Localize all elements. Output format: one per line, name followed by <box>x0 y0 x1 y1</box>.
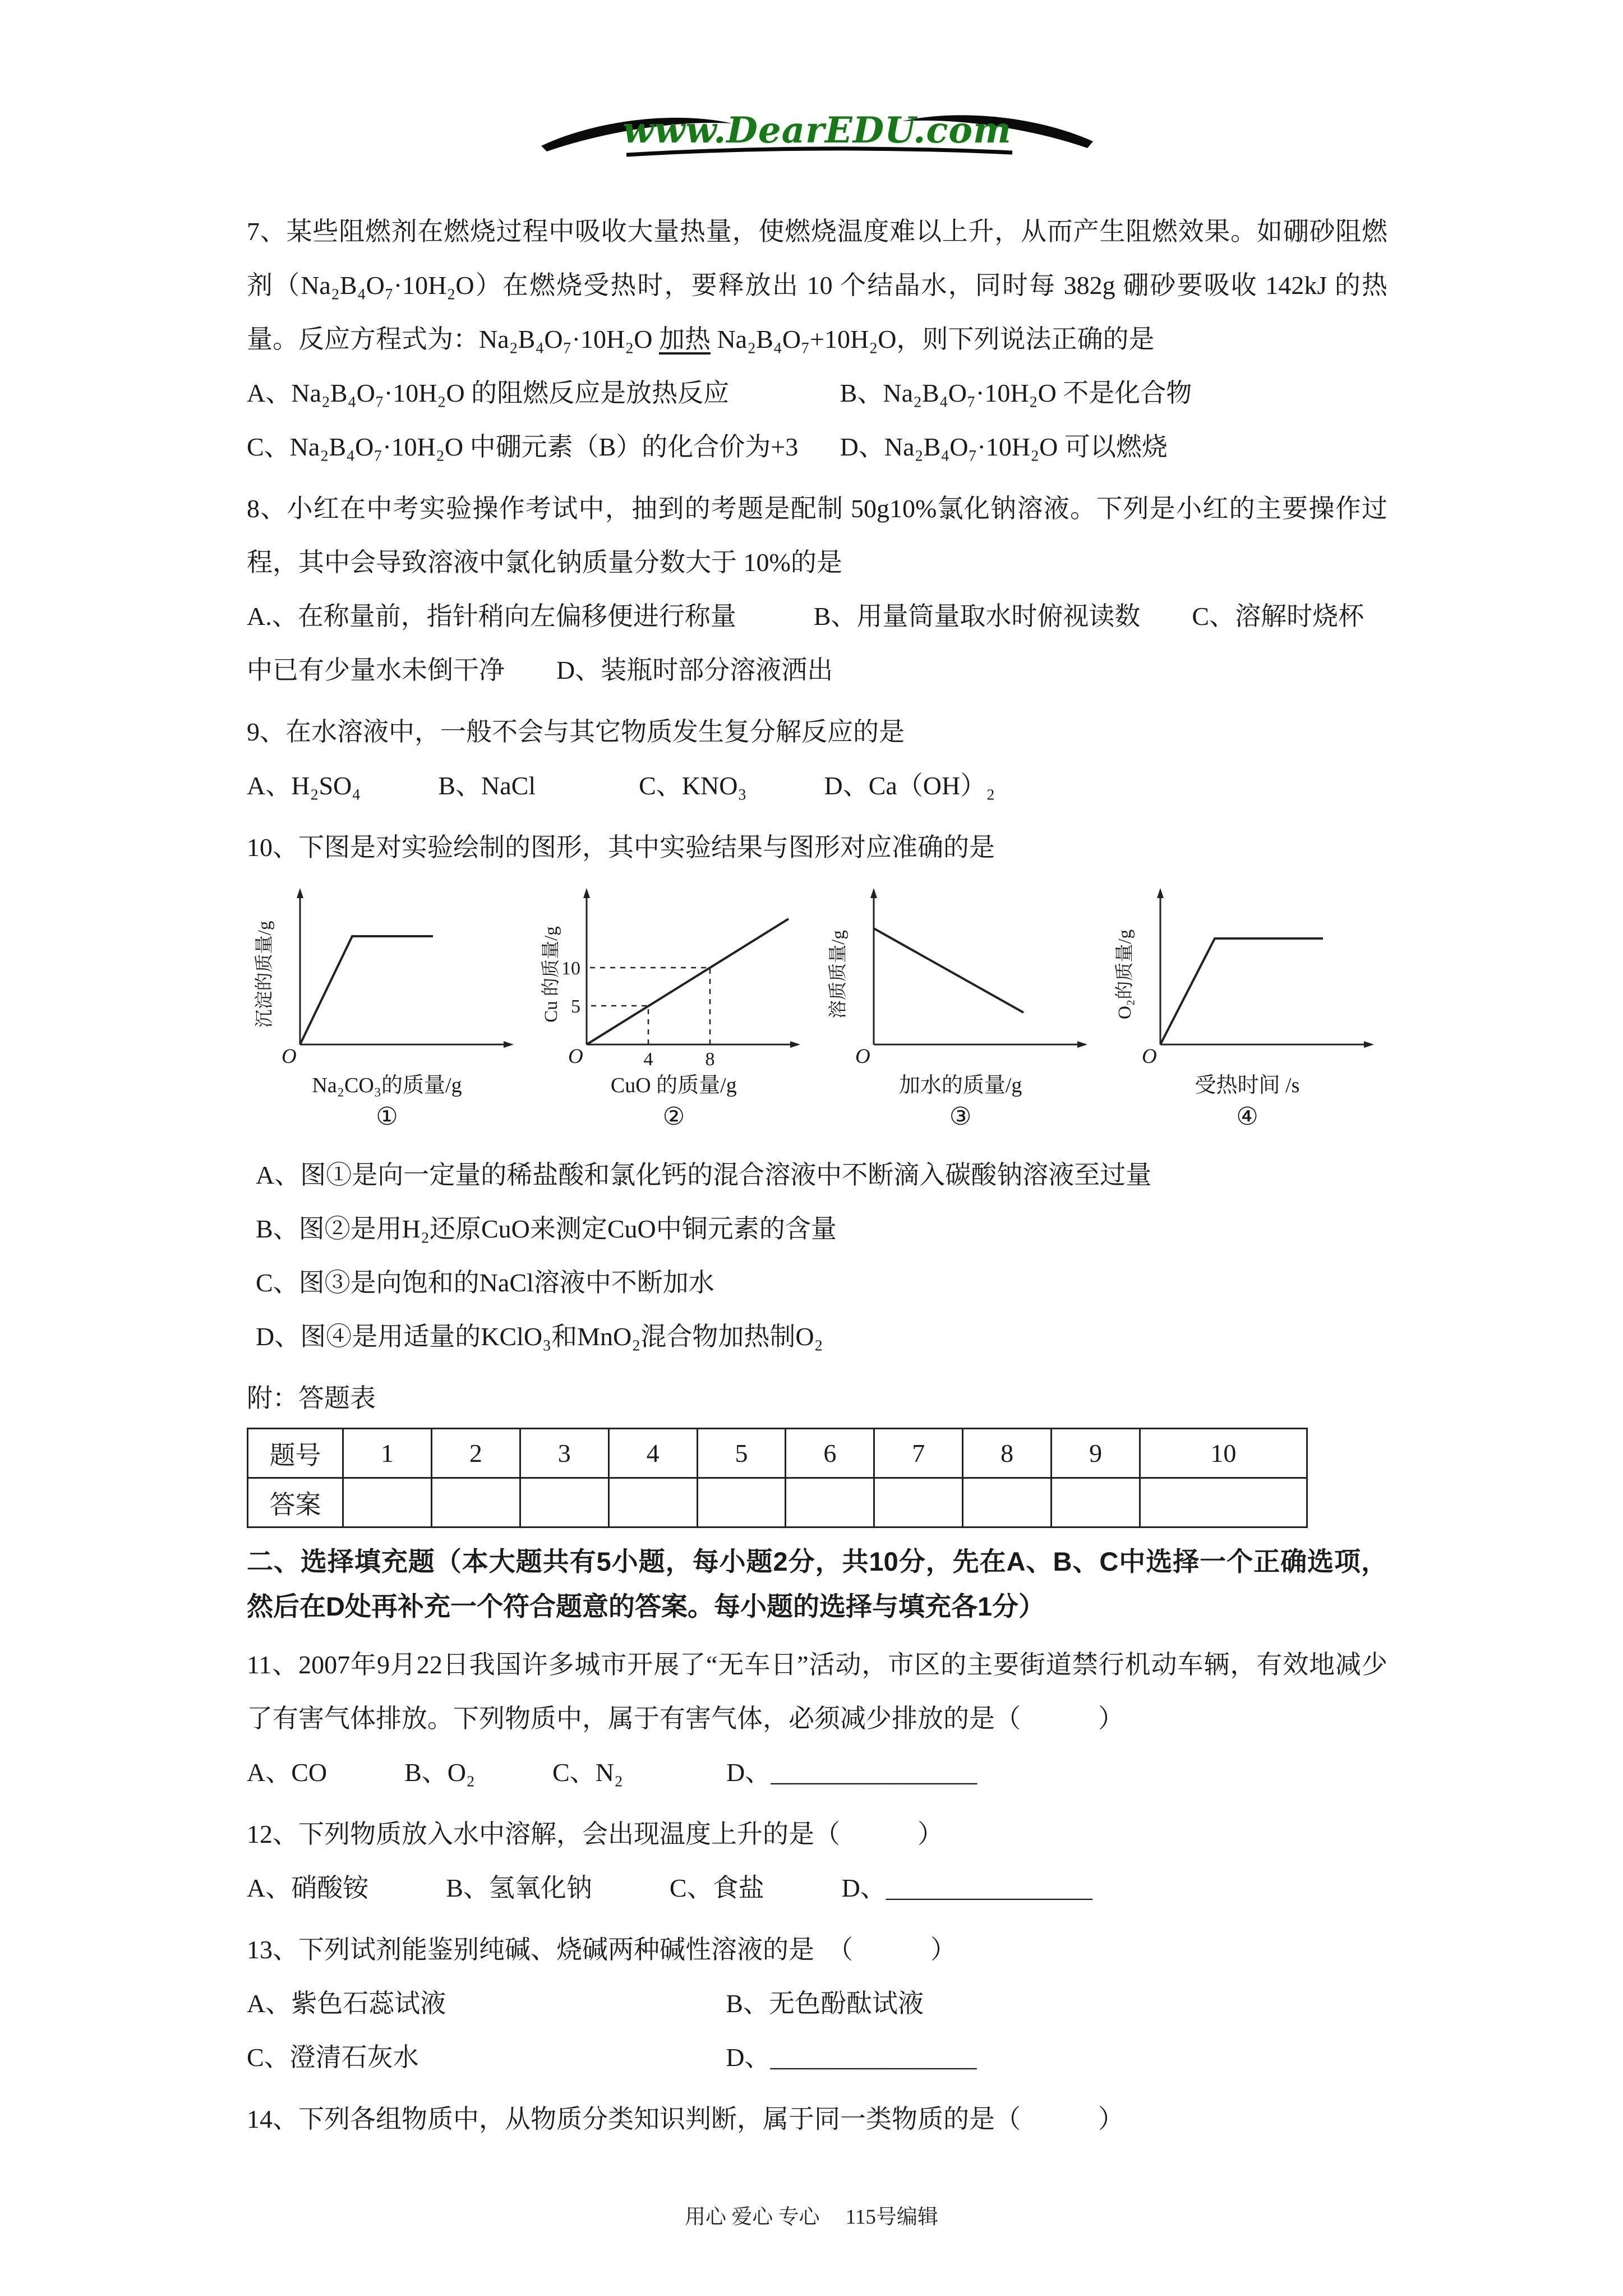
graph-2-curve <box>587 919 789 1045</box>
q7-options-row-1 <box>247 366 1387 420</box>
graph-4-y-arrow-icon <box>1157 888 1164 898</box>
graph-4-plot <box>1107 885 1387 1070</box>
number-cell-5: 5 <box>697 1429 786 1478</box>
graph-4-y-axis-label: O₂的质量/g <box>1114 929 1135 1020</box>
number-cell-8: 8 <box>963 1429 1052 1478</box>
q7-option-b: B、Na₂B₄O₇·10H₂O 不是化合物 <box>840 379 1192 407</box>
graph-3-y-arrow-icon <box>870 888 877 898</box>
answer-cell-4 <box>608 1478 697 1527</box>
q7-body-2: Na₂B₄O₇+10H₂O，则下列说法正确的是 <box>710 325 1155 353</box>
graph-1-number: ① <box>376 1103 398 1130</box>
graph-3-number: ③ <box>949 1103 972 1130</box>
q10-option-d: D、图④是用适量的KClO₃和MnO₂混合物加热制O₂ <box>256 1322 823 1351</box>
q13-option-c: C、澄清石灰水 <box>247 2043 419 2072</box>
graph-4-curve <box>1160 938 1323 1045</box>
question-8-text: 8、小红在中考实验操作考试中，抽到的考题是配制 50g10%氯化钠溶液。下列是小红的主要操作过程，其中会导致溶液中氯化钠质量分数大于 10%的是 <box>247 494 1387 577</box>
question-11 <box>247 1638 1387 1800</box>
graph-1-plot <box>247 885 527 1070</box>
question-11-options: A、CO B、O₂ C、N₂ D、________________ <box>247 1758 978 1787</box>
page-footer: 用心 爱心 专心 115号编辑 <box>685 2206 938 2229</box>
number-cell-7: 7 <box>874 1429 963 1478</box>
section-2-heading: 二、选择填充题（本大题共有5小题，每小题2分，共10分，先在A、B、C中选择一个正确选项，然后在D处再补充一个符合题意的答案。每小题的选择与填充各1分） <box>247 1547 1387 1621</box>
question-7-text <box>247 205 1387 366</box>
q10-option-c: C、图③是向饱和的NaCl溶液中不断加水 <box>256 1268 714 1297</box>
question-13-text: 13、下列试剂能鉴别纯碱、烧碱两种碱性溶液的是 （ ） <box>247 1935 956 1964</box>
question-11-text: 11、2007年9月22日我国许多城市开展了“无车日”活动，市区的主要街道禁行机动车辆，有效地减少了有害气体排放。下列物质中，属于有害气体，必须减少排放的是（ ） <box>247 1650 1387 1733</box>
answer-table-answer-row <box>248 1478 1307 1527</box>
q13-options-row-1 <box>247 1977 1387 2031</box>
answer-cell-2 <box>431 1478 520 1527</box>
graph-1-origin-label: O <box>282 1045 297 1068</box>
graph-2-ytick-10: 10 <box>561 958 581 979</box>
answer-cell-3 <box>520 1478 608 1527</box>
question-10-text: 10、下图是对实验绘制的图形，其中实验结果与图形对应准确的是 <box>247 833 995 862</box>
q13-option-b: B、无色酚酞试液 <box>726 1989 924 2018</box>
logo-text: www.DearEDU.com <box>623 109 1012 151</box>
graph-3-origin-label: O <box>855 1045 870 1068</box>
answer-cell-8 <box>963 1478 1052 1527</box>
graph-2-origin-label: O <box>568 1045 584 1068</box>
graph-2 <box>533 885 814 1134</box>
question-12-options: A、硝酸铵 B、氢氧化钠 C、食盐 D、________________ <box>247 1874 1092 1902</box>
answer-table-number-header: 题号 <box>248 1429 343 1478</box>
question-7 <box>247 205 1387 474</box>
q13-options-row-2 <box>247 2031 1387 2085</box>
dearedu-logo <box>247 101 1387 169</box>
number-cell-1: 1 <box>343 1429 432 1478</box>
graph-2-x-arrow-icon <box>790 1041 800 1048</box>
number-cell-9: 9 <box>1052 1429 1140 1478</box>
answer-cell-7 <box>874 1478 963 1527</box>
number-cell-6: 6 <box>786 1429 874 1478</box>
answer-cell-6 <box>786 1478 874 1527</box>
q7-option-d: D、Na₂B₄O₇·10H₂O 可以燃烧 <box>840 432 1168 461</box>
graph-2-ytick-5: 5 <box>571 996 581 1017</box>
graph-3-curve <box>874 928 1023 1013</box>
answer-table-answer-header: 答案 <box>248 1478 343 1527</box>
answer-cell-1 <box>343 1478 432 1527</box>
graph-2-number: ② <box>662 1103 685 1130</box>
question-12-text: 12、下列物质放入水中溶解，会出现温度上升的是（ ） <box>247 1820 943 1848</box>
graph-2-xtick-4: 4 <box>643 1049 653 1070</box>
graph-4-origin-label: O <box>1141 1045 1157 1068</box>
question-14-text: 14、下列各组物质中，从物质分类知识判断，属于同一类物质的是（ ） <box>247 2105 1124 2133</box>
answer-cell-10 <box>1140 1478 1307 1527</box>
q13-option-a: A、紫色石蕊试液 <box>247 1989 446 2018</box>
answer-table-number-row <box>248 1429 1307 1478</box>
graph-3-x-axis-label: 加水的质量/g <box>898 1074 1022 1097</box>
graph-2-x-axis-label: CuO 的质量/g <box>610 1074 737 1097</box>
number-cell-3: 3 <box>520 1429 608 1478</box>
graph-1 <box>247 885 527 1134</box>
q7-body-1: 7、某些阻燃剂在燃烧过程中吸收大量热量，使燃烧温度难以上升，从而产生阻燃效果。如硼砂阻燃剂（Na₂B₄O₇·10H₂O）在燃烧受热时，要释放出 10 个结晶水，同时每 382g 硼砂要吸收 142kJ 的热量。反应方程式为：Na₂B₄O₇·10H₂O <box>247 217 1387 353</box>
q7-option-c: C、Na₂B₄O₇·10H₂O 中硼元素（B）的化合价为+3 <box>247 432 799 461</box>
graph-1-y-axis-label: 沉淀的质量/g <box>255 921 275 1028</box>
number-cell-4: 4 <box>608 1429 697 1478</box>
question-12 <box>247 1807 1387 1915</box>
question-9-text: 9、在水溶液中，一般不会与其它物质发生复分解反应的是 <box>247 717 905 746</box>
question-10-graphs <box>247 885 1387 1134</box>
q10-option-b: B、图②是用H₂还原CuO来测定CuO中铜元素的含量 <box>256 1214 837 1243</box>
graph-4-x-arrow-icon <box>1364 1041 1374 1048</box>
graph-4-x-axis-label: 受热时间 /s <box>1195 1074 1300 1097</box>
question-9-options: A、H₂SO₄ B、NaCl C、KNO₃ D、Ca（OH）₂ <box>247 771 995 800</box>
answer-table <box>247 1428 1308 1528</box>
graph-3-plot <box>820 885 1101 1070</box>
q7-options-row-2 <box>247 420 1387 474</box>
graph-3 <box>820 885 1101 1134</box>
graph-3-x-arrow-icon <box>1077 1041 1087 1048</box>
q13-option-d: D、________________ <box>726 2043 977 2072</box>
graph-3-y-axis-label: 溶质质量/g <box>828 930 849 1019</box>
graph-1-x-axis-label: Na₂CO₃的质量/g <box>312 1074 462 1097</box>
question-13 <box>247 1923 1387 2085</box>
graph-2-xtick-8: 8 <box>705 1049 715 1070</box>
question-9 <box>247 705 1387 813</box>
question-14 <box>247 2092 1387 2146</box>
question-8 <box>247 482 1387 697</box>
q10-option-a: A、图①是向一定量的稀盐酸和氯化钙的混合溶液中不断滴入碳酸钠溶液至过量 <box>256 1161 1152 1189</box>
graph-4-number: ④ <box>1236 1103 1258 1130</box>
logo-graphic <box>537 101 1098 163</box>
graph-1-x-arrow-icon <box>504 1041 514 1048</box>
q7-option-a: A、Na₂B₄O₇·10H₂O 的阻燃反应是放热反应 <box>247 379 730 407</box>
q7-equation-condition: 加热 <box>658 325 711 353</box>
graph-2-y-axis-label: Cu 的质量/g <box>541 926 562 1023</box>
number-cell-2: 2 <box>431 1429 520 1478</box>
answer-cell-9 <box>1052 1478 1140 1527</box>
question-8-options: A.、在称量前，指针稍向左偏移便进行称量 B、用量筒量取水时俯视读数 C、溶解时烧杯中已有少量水未倒干净 D、装瓶时部分溶液洒出 <box>247 602 1364 684</box>
graph-2-plot <box>533 885 814 1070</box>
graph-2-y-arrow-icon <box>583 888 590 898</box>
appendix-label: 附：答题表 <box>247 1384 376 1412</box>
answer-cell-5 <box>697 1478 786 1527</box>
graph-1-curve <box>300 936 433 1045</box>
number-cell-10: 10 <box>1140 1429 1307 1478</box>
question-10 <box>247 821 1387 1364</box>
graph-1-y-arrow-icon <box>297 888 303 898</box>
graph-4 <box>1107 885 1387 1134</box>
